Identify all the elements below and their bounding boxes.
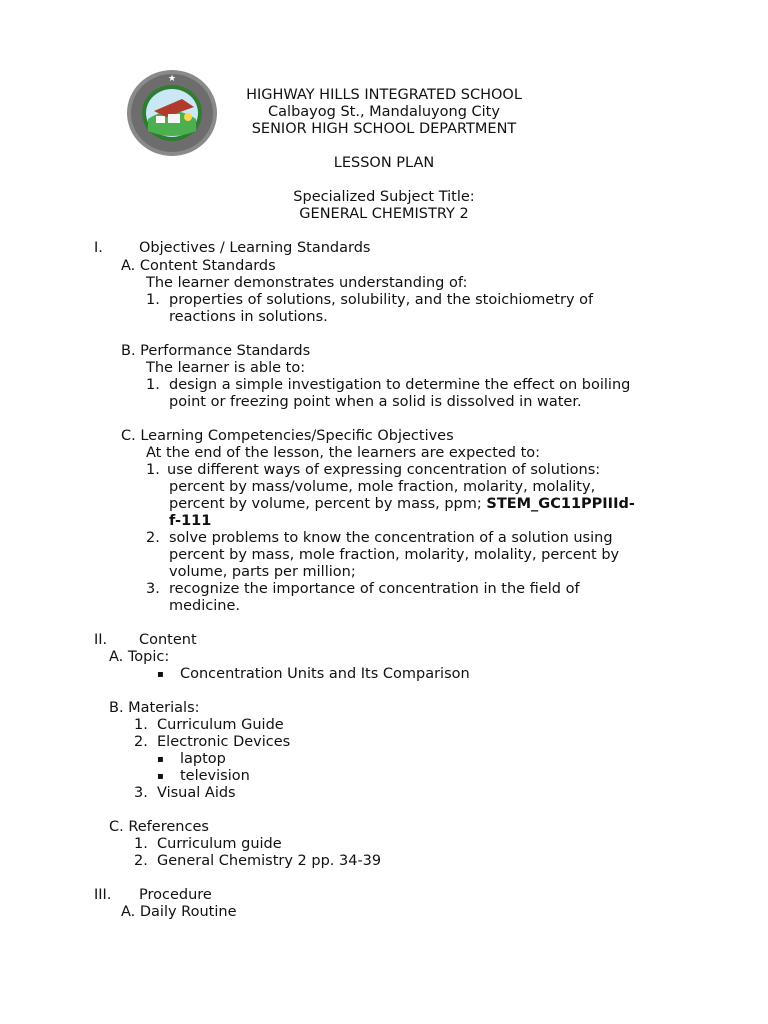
bullet-icon: ▪ <box>157 669 164 680</box>
subject-label: Specialized Subject Title: <box>293 189 475 205</box>
list-item-text: percent by volume, percent by mass, ppm; <box>169 496 482 512</box>
list-number: 1. <box>134 717 148 733</box>
section-heading: Content <box>139 632 197 648</box>
list-item: Curriculum Guide <box>157 717 284 733</box>
list-item-line: point or freezing point when a solid is dissolved in water. <box>169 394 582 410</box>
list-item: Curriculum guide <box>157 836 282 852</box>
list-item: General Chemistry 2 pp. 34-39 <box>157 853 382 869</box>
section-numeral: I. <box>94 240 103 256</box>
list-number: 3. <box>134 785 148 801</box>
svg-text:★: ★ <box>167 74 177 84</box>
subject-title: GENERAL CHEMISTRY 2 <box>299 206 469 222</box>
subsection-heading: B. Materials: <box>109 700 200 716</box>
subsection-heading: B. Performance Standards <box>121 343 311 359</box>
list-number: 3. <box>146 581 160 597</box>
list-number: 1. <box>146 462 160 478</box>
intro-text: At the end of the lesson, the learners are expected to: <box>146 445 541 461</box>
competency-code-cont: f-111 <box>169 513 212 529</box>
list-item-line: volume, parts per million; <box>169 564 356 580</box>
list-item-line: use different ways of expressing concentration of solutions: <box>167 462 601 478</box>
list-number: 1. <box>146 292 160 308</box>
department-name: SENIOR HIGH SCHOOL DEPARTMENT <box>251 121 517 137</box>
list-number: 1. <box>134 836 148 852</box>
section-numeral: II. <box>94 632 108 648</box>
bullet-item: television <box>180 768 250 784</box>
school-address: Calbayog St., Mandaluyong City <box>268 104 500 120</box>
list-item-line: recognize the importance of concentration in the field of <box>169 581 580 597</box>
list-item-line <box>169 496 635 513</box>
list-number: 2. <box>146 530 160 546</box>
bullet-icon: ▪ <box>157 771 164 782</box>
list-number: 2. <box>134 734 148 750</box>
subsection-heading: C. Learning Competencies/Specific Objectives <box>121 428 454 444</box>
list-item-line: solve problems to know the concentration of a solution using <box>169 530 613 546</box>
list-item-line: properties of solutions, solubility, and the stoichiometry of <box>169 292 594 308</box>
list-item: Electronic Devices <box>157 734 291 750</box>
school-name: HIGHWAY HILLS INTEGRATED SCHOOL <box>246 87 522 103</box>
list-number: 2. <box>134 853 148 869</box>
list-item-line: percent by mass/volume, mole fraction, molarity, molality, <box>169 479 596 495</box>
subsection-heading: A. Topic: <box>109 649 170 665</box>
subsection-heading: A. Content Standards <box>121 258 276 274</box>
list-item-line: design a simple investigation to determine the effect on boiling <box>169 377 631 393</box>
section-numeral: III. <box>94 887 112 903</box>
bullet-icon: ▪ <box>157 754 164 765</box>
competency-code: STEM_GC11PPIIId- <box>486 496 635 512</box>
section-heading: Objectives / Learning Standards <box>139 240 371 256</box>
section-heading: Procedure <box>139 887 212 903</box>
subsection-heading: A. Daily Routine <box>121 904 237 920</box>
list-item-line: reactions in solutions. <box>169 309 328 325</box>
bullet-item: Concentration Units and Its Comparison <box>180 666 470 682</box>
intro-text: The learner is able to: <box>146 360 306 376</box>
list-number: 1. <box>146 377 160 393</box>
intro-text: The learner demonstrates understanding of: <box>146 275 468 291</box>
doc-title: LESSON PLAN <box>333 155 435 171</box>
list-item: Visual Aids <box>157 785 236 801</box>
list-item-line: medicine. <box>169 598 240 614</box>
subsection-heading: C. References <box>109 819 209 835</box>
list-item-line: percent by mass, mole fraction, molarity, molality, percent by <box>169 547 620 563</box>
bullet-item: laptop <box>180 751 226 767</box>
